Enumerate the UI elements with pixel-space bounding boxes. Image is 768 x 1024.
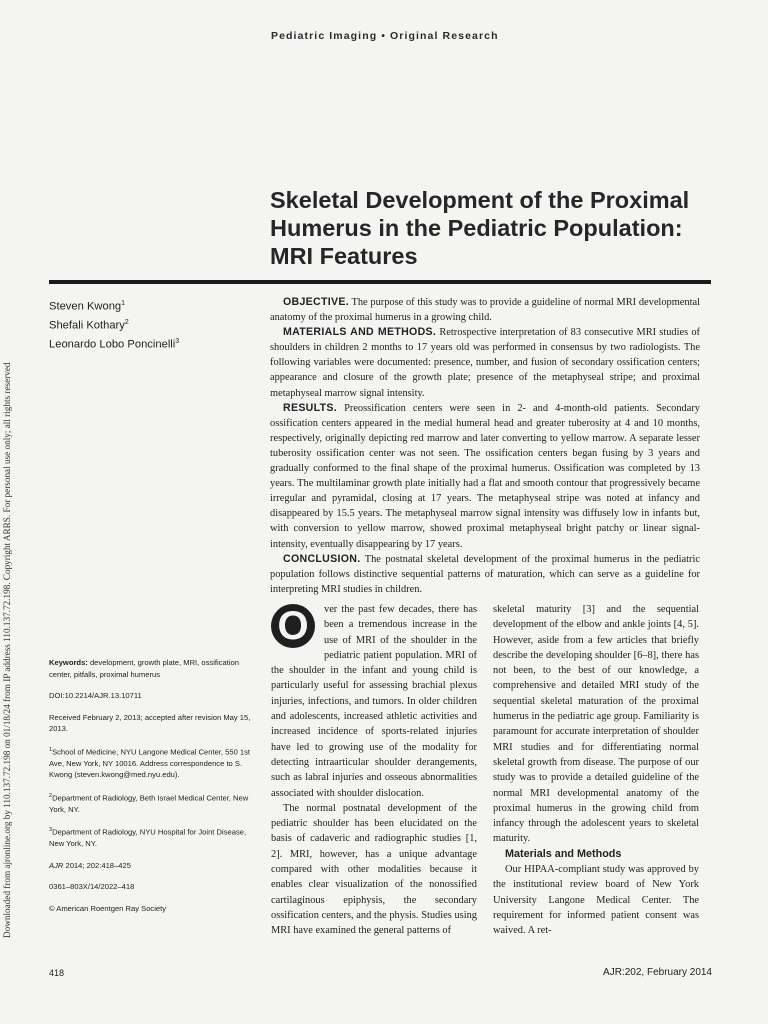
dropcap: O bbox=[271, 604, 315, 648]
abstract bbox=[270, 295, 700, 597]
affiliation-1: $^1$School of Medicine, NYU Langone Medical Center, 550 1st Ave, New York, NY 10016. Address correspondence to S. Kwong (steven.kwong@med.nyu.edu). bbox=[49, 746, 251, 780]
body-column-1 bbox=[271, 602, 477, 939]
article-title: Skeletal Development of the Proximal Humerus in the Pediatric Population: MRI Features bbox=[270, 187, 690, 269]
citation: AJR 2014; 202:418–425 bbox=[49, 860, 131, 870]
body-column-2 bbox=[493, 602, 699, 939]
methods-paragraph-1: Our HIPAA-compliant study was approved by the institutional review board of New York University Langone Medical Center. The requirement for informed patient consent was waived. A ret- bbox=[493, 864, 699, 937]
page-number: 418 bbox=[49, 968, 65, 978]
affiliation-2: $^2$Department of Radiology, Beth Israel Medical Center, New York, NY. bbox=[49, 792, 249, 814]
abstract-methods: MATERIALS AND METHODS. Retrospective interpretation of 83 consecutive MRI studies of shoulders in children 2 months to 17 years old was performed in consensus by two radiologists. The following variables were documented: presence, number, and fusion of secondary ossification centers; appearance and closure of the growth plate; presence of the metaphyseal stripe; and proximal metaphyseal marrow signal intensity. bbox=[270, 326, 700, 399]
title-divider bbox=[49, 280, 711, 284]
col2-paragraph-1: skeletal maturity [3] and the sequential development of the elbow and ankle joints [4, 5]. However, aside from a few articles that briefly describe the developing shoulder [6–8], there has not been, to the best of our knowledge, a comprehensive and detailed MRI study of the sequential skeletal maturation of the proximal humerus in the pediatric age group. Familiarity is paramount for accurate interpretation of shoulder MRI studies and for differentiating normal skeletal growth from disease. The purpose of our study was to provide a detailed guideline of the normal MRI developmental anatomy of the proximal humerus in the growing child from infancy through the adolescent years to skeletal maturity. bbox=[493, 604, 699, 845]
abstract-results: RESULTS. Preossification centers were seen in 2- and 4-month-old patients. Secondary ossification centers appeared in the medial humeral head and greater tuberosity at 4 and 10 months, respectively, originally depicting red marrow and later converting to yellow marrow. A separate lesser tuberosity ossification center was not seen. The ossification centers began fusing by 3 years and gradually conformed to the final shape of the proximal humerus. Ossification was completed by 13 years. The multilaminar growth plate initially had a flat and smooth contour that progressively became irregular and pyramidal, closing at 17 years. The metaphyseal stripe was noted at infancy and disappeared by 15.5 years. The metaphyseal marrow signal intensity was diffusely low in infants but, with conversion to yellow marrow, showed proximal metaphyseal bright patchy or linear signal-intensity, eventually disappearing by 17 years. bbox=[270, 401, 700, 550]
article-metadata bbox=[49, 657, 259, 924]
abstract-conclusion: CONCLUSION. The postnatal skeletal development of the proximal humerus in the pediatric population follows distinctive sequential patterns of maturation, which can serve as a guideline for interpreting MRI studies in children. bbox=[270, 552, 700, 595]
author: Leonardo Lobo Poncinelli$^3$ bbox=[49, 338, 180, 352]
methods-heading: Materials and Methods bbox=[505, 847, 622, 860]
affiliation-3: $^3$Department of Radiology, NYU Hospital for Joint Disease, New York, NY. bbox=[49, 827, 247, 849]
journal-issue: AJR:202, February 2014 bbox=[603, 967, 712, 978]
abstract-objective: OBJECTIVE. The purpose of this study was to provide a guideline of normal MRI developmental anatomy of the proximal humerus in a growing child. bbox=[270, 296, 700, 324]
intro-paragraph-1: O ver the past few decades, there has been a tremendous increase in the use of MRI of the shoulder in the pediatric patient population. MRI of the shoulder in the infant and young child is particularly useful for assessing brachial plexus injuries, infections, and tumors. In older children and adolescents, increased athletic activities and increased incidence of sports-related injuries have led to growing use of the modality for detecting intraarticular shoulder derangements, such as labral injuries and osseous abnormalities associated with shoulder dislocation. bbox=[271, 604, 477, 799]
received-dates: Received February 2, 2013; accepted after revision May 15, 2013. bbox=[49, 712, 251, 733]
download-notice: Downloaded from ajronline.org by 110.137.72.198 on 01/18/24 from IP address 110.137.72.198. Copyright ARRS. For personal use only; all rights reserved bbox=[2, 362, 12, 938]
author-list bbox=[49, 296, 179, 354]
keywords: Keywords: development, growth plate, MRI, ossification center, pitfalls, proximal humerus bbox=[49, 658, 239, 679]
issn: 0361–803X/14/2022–418 bbox=[49, 882, 135, 892]
intro-paragraph-2: The normal postnatal development of the pediatric shoulder has been elucidated on the basis of cadaveric and radiographic studies [1, 2]. MRI, however, has a unique advantage compared with other modalities because it enables clear visualization of the nonossified cartilaginous epiphysis, the secondary ossification centers, and the physis. Studies using MRI have examined the general patterns of bbox=[271, 802, 477, 937]
copyright: © American Roentgen Ray Society bbox=[49, 903, 167, 913]
section-header: Pediatric Imaging • Original Research bbox=[271, 30, 499, 42]
author: Shefali Kothary$^2$ bbox=[49, 319, 129, 332]
author: Steven Kwong$^1$ bbox=[49, 300, 126, 313]
doi: DOI:10.2214/AJR.13.10711 bbox=[49, 691, 142, 700]
